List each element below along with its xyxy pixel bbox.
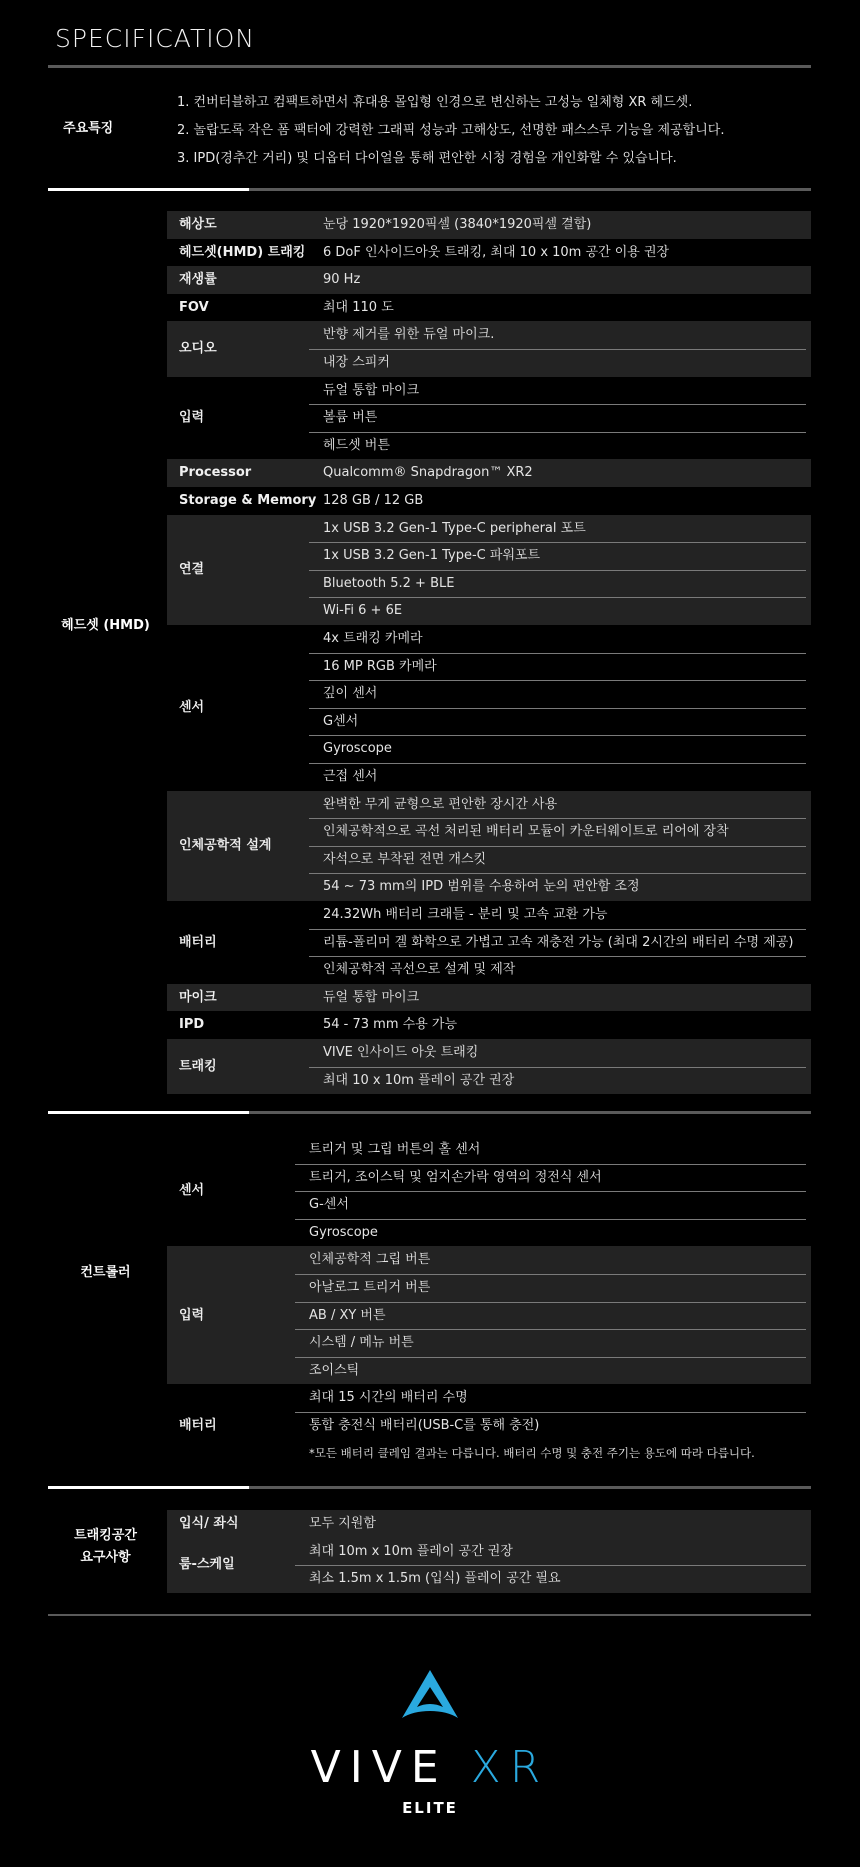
spec-value: 깊이 센서 xyxy=(323,686,378,702)
spec-value: VIVE 인사이드 아웃 트래킹 xyxy=(323,1045,479,1060)
page-title: SPECIFICATION xyxy=(55,24,255,53)
spec-value: 자석으로 부착된 전면 개스킷 xyxy=(323,851,487,867)
row-separator xyxy=(295,1191,806,1192)
spec-category: 해상도 xyxy=(179,217,217,232)
spec-value: 근접 센서 xyxy=(323,769,378,784)
spec-value: 트리거, 조이스틱 및 엄지손가락 영역의 정전식 센서 xyxy=(309,1169,602,1185)
spec-category: 재생률 xyxy=(179,272,217,288)
spec-value: 시스템 / 메뉴 버튼 xyxy=(309,1335,414,1351)
row-shading xyxy=(167,1510,811,1538)
spec-value: 최대 10 x 10m 플레이 공간 권장 xyxy=(323,1072,515,1088)
spec-value: 1x USB 3.2 Gen-1 Type-C peripheral 포트 xyxy=(323,520,586,536)
key-feature-item: 1. 컨버터블하고 컴팩트하면서 휴대용 몰입형 인경으로 변신하는 고성능 일체형 XR 헤드셋. xyxy=(177,95,693,110)
spec-category: 연결 xyxy=(179,562,205,577)
spec-value: 반향 제거를 위한 듀얼 마이크. xyxy=(323,327,495,343)
spec-category: FOV xyxy=(179,299,209,315)
key-features-label: 주요특징 xyxy=(63,121,114,136)
logo-product: XR xyxy=(470,1742,550,1793)
spec-category: 마이크 xyxy=(179,989,217,1005)
spec-value: 최대 10m x 10m 플레이 공간 권장 xyxy=(309,1543,513,1559)
spec-value: 통합 충전식 배터리(USB-C를 통해 충전) xyxy=(309,1418,540,1433)
spec-value: 16 MP RGB 카메라 xyxy=(323,658,437,674)
headset-spec-table xyxy=(167,211,811,1096)
spec-value: 6 DoF 인사이드아웃 트래킹, 최대 10 x 10m 공간 이용 권장 xyxy=(323,244,670,260)
row-separator xyxy=(309,404,806,405)
headset-section-label: 헤드셋 (HMD) xyxy=(61,618,150,633)
spec-value: AB / XY 버튼 xyxy=(309,1307,386,1323)
spec-value: 최대 15 시간의 배터리 수명 xyxy=(309,1390,468,1406)
spec-value: 최소 1.5m x 1.5m (입식) 플레이 공간 필요 xyxy=(309,1571,561,1587)
spec-value: 최대 110 도 xyxy=(323,299,394,315)
spec-value: 24.32Wh 배터리 크래들 - 분리 및 고속 교환 가능 xyxy=(323,907,608,922)
row-shading xyxy=(167,266,811,294)
spec-value: 아날로그 트리거 버튼 xyxy=(309,1280,431,1295)
spec-category: 입력 xyxy=(179,1307,205,1323)
spec-value: Gyroscope xyxy=(309,1224,378,1240)
section-divider xyxy=(48,1111,811,1114)
spec-value: 헤드셋 버튼 xyxy=(323,437,390,453)
spec-value: 4x 트래킹 카메라 xyxy=(323,631,423,646)
spec-value: 내장 스피커 xyxy=(323,355,390,370)
spec-value: 90 Hz xyxy=(323,272,361,288)
spec-value: 듀얼 통합 마이크 xyxy=(323,989,420,1005)
spec-category: 헤드셋(HMD) 트래킹 xyxy=(179,244,306,260)
key-feature-item: 2. 놀랍도록 작은 폼 팩터에 강력한 그래픽 성능과 고해상도, 선명한 패스스루 기능을 제공합니다. xyxy=(177,123,725,138)
spec-value: G-센서 xyxy=(309,1197,349,1213)
spec-category: 트래킹 xyxy=(179,1058,217,1074)
section-divider xyxy=(48,1486,811,1489)
spec-value: 1x USB 3.2 Gen-1 Type-C 파워포트 xyxy=(323,548,541,564)
spec-value: 리튬-폴리머 겔 화학으로 가볍고 고속 재충전 가능 (최대 2시간의 배터리 수명 제공) xyxy=(323,934,794,950)
spec-value: Gyroscope xyxy=(323,741,392,757)
controller-section-label: 컨트롤러 xyxy=(80,1265,131,1280)
row-separator xyxy=(309,708,806,709)
spec-value: 54 ~ 73 mm의 IPD 범위를 수용하여 눈의 편안함 조정 xyxy=(323,879,640,895)
spec-value: G센서 xyxy=(323,713,359,729)
key-features-list xyxy=(177,89,724,173)
spec-category: 센서 xyxy=(179,1183,205,1199)
spec-value: 완벽한 무게 균형으로 편안한 장시간 사용 xyxy=(323,796,558,812)
spec-value: Wi-Fi 6 + 6E xyxy=(323,603,403,619)
section-divider xyxy=(48,65,811,68)
key-feature-item: 3. IPD(경추간 거리) 및 디옵터 다이얼을 통해 편안한 시청 경험을 개인화할 수 있습니다. xyxy=(177,151,677,166)
row-separator xyxy=(295,1357,806,1358)
spec-category: 센서 xyxy=(179,700,205,715)
spec-category: 입식/ 좌식 xyxy=(179,1516,239,1531)
row-shading xyxy=(167,984,811,1012)
spec-value: 듀얼 통합 마이크 xyxy=(323,382,420,398)
spec-value: 트리거 및 그립 버튼의 홀 센서 xyxy=(309,1142,481,1157)
vive-logo-icon xyxy=(399,1667,461,1723)
row-shading xyxy=(167,1246,811,1384)
spec-value: 인체공학적 그립 버튼 xyxy=(309,1252,431,1268)
logo-wordmark xyxy=(0,1742,860,1793)
spec-value: 54 - 73 mm 수용 가능 xyxy=(323,1017,457,1033)
spec-value: Bluetooth 5.2 + BLE xyxy=(323,575,455,591)
spec-value: Qualcomm® Snapdragon™ XR2 xyxy=(323,465,533,481)
section-divider xyxy=(48,1614,811,1616)
spec-category: 배터리 xyxy=(179,1418,217,1433)
spec-category: 룸-스케일 xyxy=(179,1557,235,1573)
spec-value: *모든 배터리 클레임 결과는 다릅니다. 배터리 수명 및 충전 주기는 용도에 따라 다릅니다. xyxy=(309,1445,755,1460)
spec-category: Storage & Memory xyxy=(179,493,317,508)
spec-category: IPD xyxy=(179,1017,205,1033)
tracking-space-section-label xyxy=(48,1525,163,1569)
spec-value: 인체공학적 곡선으로 설계 및 제작 xyxy=(323,962,516,978)
spec-value: 모두 지원함 xyxy=(309,1516,376,1531)
spec-value: 눈당 1920*1920픽셀 (3840*1920픽셀 결합) xyxy=(323,217,592,232)
controller-spec-table xyxy=(167,1136,811,1466)
logo-brand: VIVE xyxy=(310,1742,448,1793)
spec-category: 오디오 xyxy=(179,341,217,357)
row-separator xyxy=(309,680,806,681)
spec-value: 128 GB / 12 GB xyxy=(323,493,424,508)
row-separator xyxy=(309,763,806,764)
tracking-space-label-line2: 요구사항 xyxy=(80,1550,131,1565)
spec-value: 볼륨 버튼 xyxy=(323,410,378,426)
tracking-space-label-line1: 트래킹공간 xyxy=(74,1528,137,1543)
section-divider xyxy=(48,188,811,191)
tracking-space-spec-table xyxy=(167,1510,811,1592)
spec-value: 조이스틱 xyxy=(309,1362,360,1378)
spec-category: Processor xyxy=(179,465,252,481)
logo-edition: ELITE xyxy=(402,1799,458,1817)
spec-value: 인체공학적으로 곡선 처리된 배터리 모듈이 카운터웨이트로 리어에 장착 xyxy=(323,824,729,840)
spec-category: 입력 xyxy=(179,410,205,426)
spec-category: 배터리 xyxy=(179,934,217,950)
spec-category: 인체공학적 설계 xyxy=(179,838,272,853)
